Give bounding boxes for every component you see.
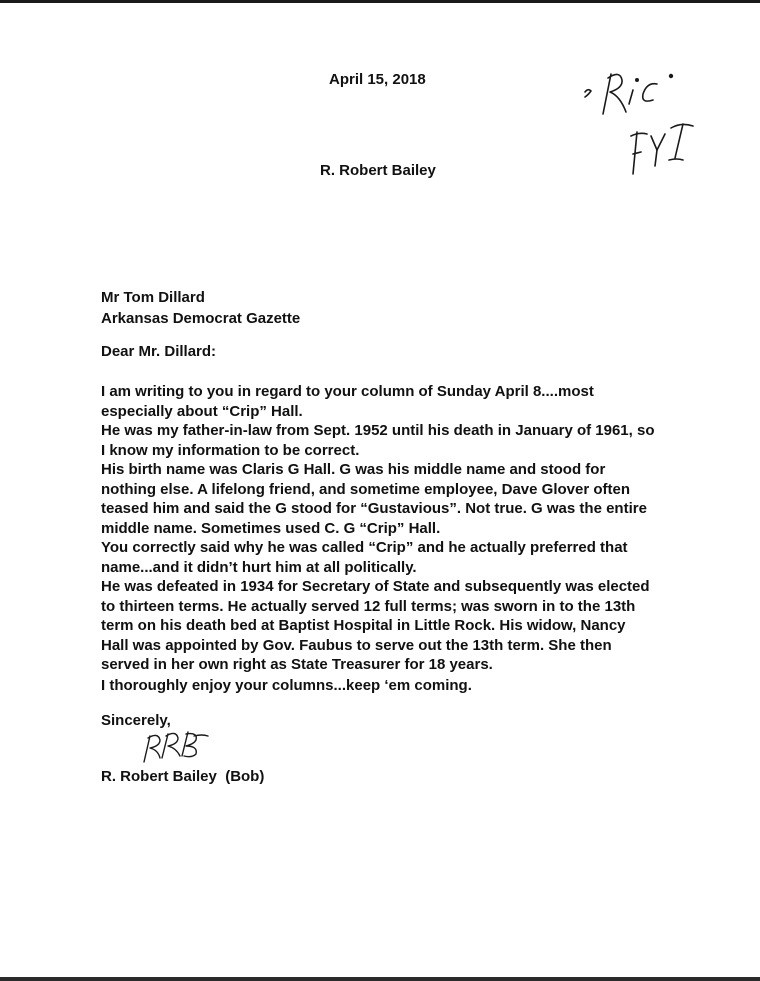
signature-initials xyxy=(140,728,210,764)
body-line: I am writing to you in regard to your column of Sunday April 8....most xyxy=(101,383,594,400)
body-line: Hall was appointed by Gov. Faubus to serve out the 13th term. She then xyxy=(101,636,612,654)
sign-off: Sincerely, xyxy=(101,712,171,729)
letter-date: April 15, 2018 xyxy=(329,71,426,88)
body-line: name...and it didn’t hurt him at all politically. xyxy=(101,558,417,576)
body-line: middle name. Sometimes used C. G “Crip” Hall. xyxy=(101,519,441,537)
body-line: served in her own right as State Treasurer for 18 years. xyxy=(101,656,493,673)
body-line: term on his death bed at Baptist Hospital in Little Rock. His widow, Nancy xyxy=(101,617,626,634)
signature-name: R. Robert Bailey (Bob) xyxy=(101,768,265,785)
sender-header: R. Robert Bailey xyxy=(320,162,436,179)
body-line: nothing else. A lifelong friend, and sometime employee, Dave Glover often xyxy=(101,480,630,498)
body-line: to thirteen terms. He actually served 12 full terms; was sworn in to the 13th xyxy=(101,597,636,615)
body-line: His birth name was Claris G Hall. G was his middle name and stood for xyxy=(101,461,606,478)
body-line: I know my information to be correct. xyxy=(101,441,360,459)
body-line: teased him and said the G stood for “Gustavious”. Not true. G was the entire xyxy=(101,500,647,517)
recipient-organization: Arkansas Democrat Gazette xyxy=(101,310,301,327)
body-line: You correctly said why he was called “Crip” and he actually preferred that xyxy=(101,539,628,556)
page-top-edge xyxy=(0,0,760,3)
body-line: He was my father-in-law from Sept. 1952 until his death in January of 1961, so xyxy=(101,422,655,439)
recipient-block xyxy=(101,287,300,329)
letter-body xyxy=(101,382,681,675)
body-line: He was defeated in 1934 for Secretary of State and subsequently was elected xyxy=(101,578,650,595)
body-line: especially about “Crip” Hall. xyxy=(101,402,303,420)
recipient-name: Mr Tom Dillard xyxy=(101,289,205,306)
closing-line: I thoroughly enjoy your columns...keep ‘em coming. xyxy=(101,677,472,694)
handwritten-note-fyi xyxy=(575,62,705,182)
salutation: Dear Mr. Dillard: xyxy=(101,343,217,360)
page-bottom-edge xyxy=(0,977,760,981)
